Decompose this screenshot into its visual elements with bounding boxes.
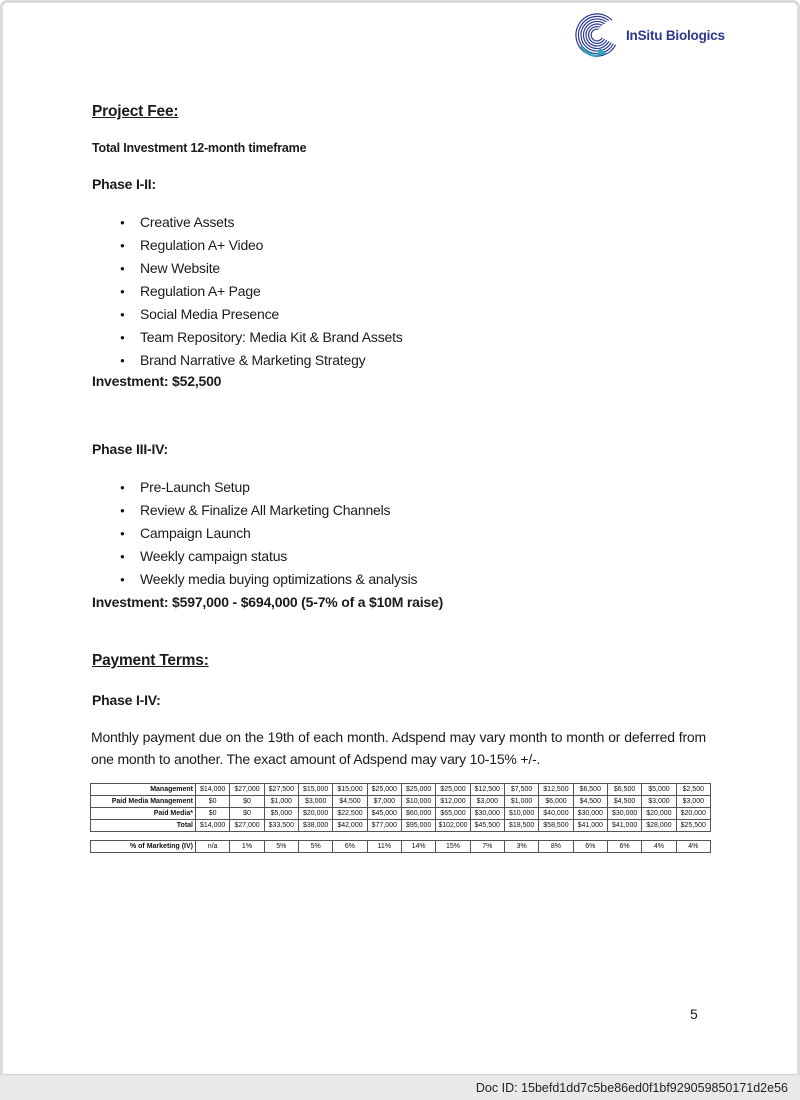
table-cell: $14,000 (196, 784, 230, 796)
project-fee-heading: Project Fee: (92, 103, 179, 120)
logo-swirl-icon (570, 8, 624, 62)
table-cell: $10,000 (504, 808, 538, 820)
table-row (91, 820, 711, 832)
table-cell: $4,500 (333, 796, 367, 808)
table-cell: $5,000 (642, 784, 676, 796)
bullet-item: ● Regulation A+ Page (120, 280, 403, 303)
bullet-item: ● Team Repository: Media Kit & Brand Assets (120, 326, 403, 349)
table-cell: 6% (333, 841, 367, 853)
table-cell: $65,000 (436, 808, 470, 820)
table-cell: $6,500 (573, 784, 607, 796)
table-cell: $0 (230, 796, 264, 808)
table-cell: $12,500 (539, 784, 573, 796)
table-cell: 1% (230, 841, 264, 853)
phase-1-2-heading: Phase I-II: (92, 176, 156, 192)
row-label: Management (91, 784, 196, 796)
table-cell: $3,000 (298, 796, 332, 808)
table-cell: 5% (264, 841, 298, 853)
table-cell: $27,000 (230, 820, 264, 832)
table-cell: $25,000 (401, 784, 435, 796)
payment-percentage-table (90, 840, 711, 853)
company-logo (570, 8, 725, 62)
table-cell: n/a (196, 841, 230, 853)
phase-3-4-bullet-list (120, 476, 417, 591)
bullet-item: ● Weekly campaign status (120, 545, 417, 568)
bullet-item: ● Brand Narrative & Marketing Strategy (120, 349, 403, 372)
table-cell: $22,500 (333, 808, 367, 820)
bullet-item: ● Review & Finalize All Marketing Channels (120, 499, 417, 522)
table-cell: $14,000 (196, 820, 230, 832)
payment-terms-paragraph: Monthly payment due on the 19th of each month. Adspend may vary month to month or deferred from one month to another. The exact amount of Adspend may vary 10-15% +/-. (91, 729, 706, 767)
table-cell: $40,000 (539, 808, 573, 820)
table-cell: $0 (196, 796, 230, 808)
row-label: % of Marketing (IV) (91, 841, 196, 853)
table-cell: $27,000 (230, 784, 264, 796)
table-cell: $45,500 (470, 820, 504, 832)
phase-1-2-bullet-list (120, 211, 403, 372)
phase-3-4-heading: Phase III-IV: (92, 441, 168, 457)
table-cell: $41,000 (607, 820, 641, 832)
row-label: Paid Media* (91, 808, 196, 820)
table-cell: $4,500 (607, 796, 641, 808)
table-cell: $30,000 (573, 808, 607, 820)
logo-text: InSitu Biologics (626, 27, 725, 43)
table-cell: $30,000 (607, 808, 641, 820)
table-cell: 4% (676, 841, 710, 853)
table-cell: $0 (230, 808, 264, 820)
table-cell: $102,000 (436, 820, 470, 832)
table-cell: 14% (401, 841, 435, 853)
doc-id-text: Doc ID: 15befd1dd7c5be86ed0f1bf929059850171d2e56 (475, 1080, 788, 1095)
table-cell: $12,000 (436, 796, 470, 808)
table-cell: $10,000 (401, 796, 435, 808)
table-row (91, 796, 711, 808)
table-cell: $25,000 (436, 784, 470, 796)
table-cell: $20,000 (298, 808, 332, 820)
table-cell: $1,000 (504, 796, 538, 808)
table-cell: $58,500 (539, 820, 573, 832)
table-cell: $6,000 (539, 796, 573, 808)
table-cell: $1,000 (264, 796, 298, 808)
table-cell: $45,000 (367, 808, 401, 820)
bullet-item: ● Weekly media buying optimizations & analysis (120, 568, 417, 591)
phase-1-2-investment: Investment: $52,500 (92, 373, 222, 389)
table-cell: $77,000 (367, 820, 401, 832)
table-cell: $25,000 (367, 784, 401, 796)
phase-1-4-heading: Phase I-IV: (92, 692, 161, 708)
table-cell: $4,500 (573, 796, 607, 808)
total-investment-subtitle: Total Investment 12-month timeframe (92, 141, 307, 155)
table-cell: $20,000 (642, 808, 676, 820)
table-cell: $20,000 (676, 808, 710, 820)
table-cell: 6% (573, 841, 607, 853)
table-cell: 4% (642, 841, 676, 853)
table-cell: $7,500 (504, 784, 538, 796)
bullet-item: ● Campaign Launch (120, 522, 417, 545)
doc-id-bar (0, 1074, 800, 1100)
table-cell: $41,000 (573, 820, 607, 832)
table-cell: $15,000 (333, 784, 367, 796)
table-row (91, 841, 711, 853)
table-row (91, 784, 711, 796)
table-cell: $33,500 (264, 820, 298, 832)
table-cell: 6% (607, 841, 641, 853)
table-cell: $15,000 (298, 784, 332, 796)
table-cell: 11% (367, 841, 401, 853)
row-label: Total (91, 820, 196, 832)
table-cell: 8% (539, 841, 573, 853)
payment-schedule-table (90, 783, 711, 832)
table-cell: $18,500 (504, 820, 538, 832)
table-cell: $3,000 (642, 796, 676, 808)
table-cell: $5,000 (264, 808, 298, 820)
table-cell: 7% (470, 841, 504, 853)
phase-3-4-investment: Investment: $597,000 - $694,000 (5-7% of a $10M raise) (92, 594, 444, 610)
bullet-item: ● Social Media Presence (120, 303, 403, 326)
table-cell: $7,000 (367, 796, 401, 808)
table-cell: $2,500 (676, 784, 710, 796)
bullet-item: ● New Website (120, 257, 403, 280)
table-cell: $42,000 (333, 820, 367, 832)
table-cell: $30,000 (470, 808, 504, 820)
bullet-item: ● Pre-Launch Setup (120, 476, 417, 499)
bullet-item: ● Regulation A+ Video (120, 234, 403, 257)
table-cell: $28,000 (642, 820, 676, 832)
table-cell: $0 (196, 808, 230, 820)
table-cell: $3,000 (470, 796, 504, 808)
table-cell: 15% (436, 841, 470, 853)
bullet-item: ● Creative Assets (120, 211, 403, 234)
table-cell: 3% (504, 841, 538, 853)
row-label: Paid Media Management (91, 796, 196, 808)
table-cell: 5% (298, 841, 332, 853)
table-cell: $38,000 (298, 820, 332, 832)
table-cell: $27,500 (264, 784, 298, 796)
table-cell: $12,500 (470, 784, 504, 796)
table-row (91, 808, 711, 820)
table-cell: $25,500 (676, 820, 710, 832)
page-number: 5 (690, 1006, 698, 1022)
table-cell: $6,500 (607, 784, 641, 796)
payment-terms-heading: Payment Terms: (92, 652, 209, 669)
table-cell: $95,000 (401, 820, 435, 832)
table-cell: $60,000 (401, 808, 435, 820)
table-cell: $3,000 (676, 796, 710, 808)
